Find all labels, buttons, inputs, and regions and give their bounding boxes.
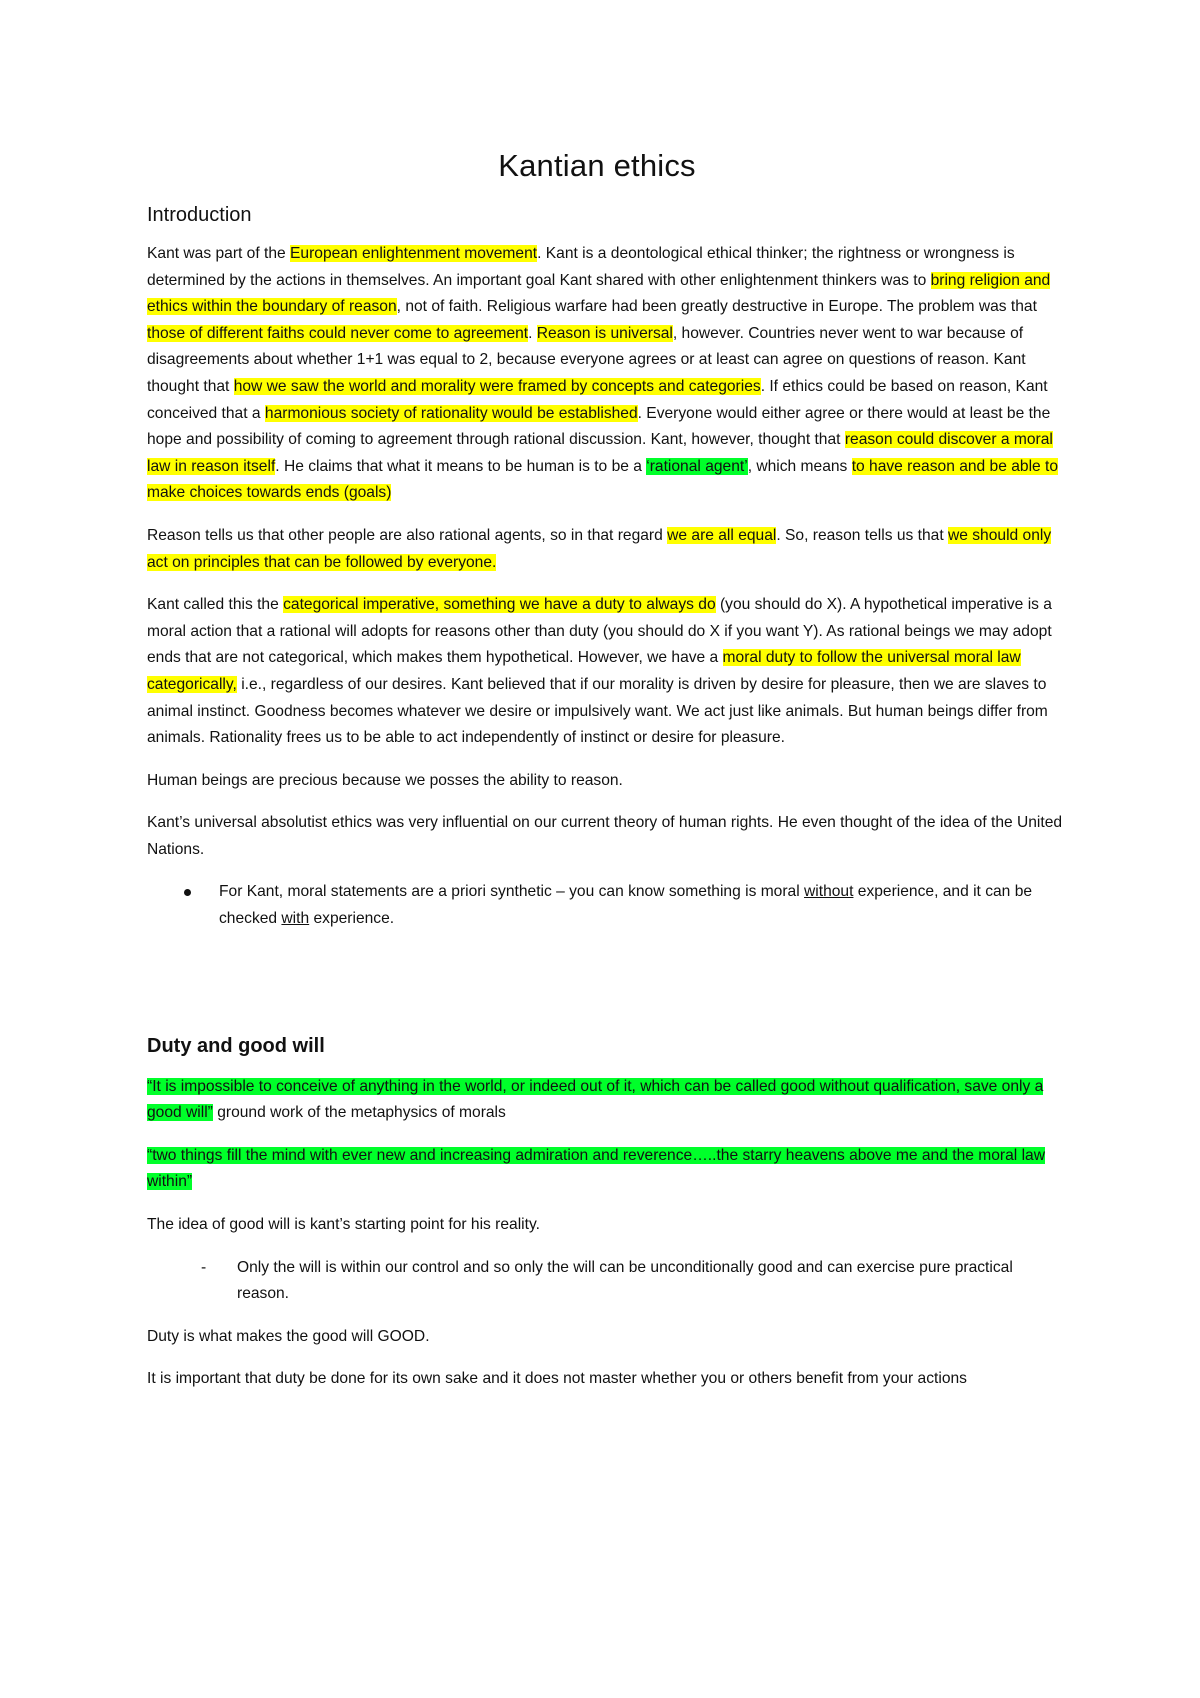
highlighted-text: moral duty to follow the universal moral law categorically, [147, 649, 1021, 693]
page-title: Kantian ethics [498, 148, 696, 183]
intro-paragraph-3 [147, 592, 1067, 752]
intro-paragraph-5: Kant’s universal absolutist ethics was very influential on our current theory of human rights. He even thought of the idea of the United Nations. [147, 814, 1063, 858]
intro-paragraph-1 [147, 241, 1067, 507]
highlighted-text: bring religion and ethics within the boundary of reason [147, 271, 1051, 316]
text-run: . If ethics could be based on reason, Kant conceived that a [147, 377, 1048, 422]
quote-2: “two things fill the mind with ever new and increasing admiration and reverence…..the starry heavens above me and the moral law within” [147, 1146, 1045, 1191]
highlighted-text: ‘rational agent’ [646, 457, 748, 475]
text-run: , which means [747, 457, 852, 475]
list-item [147, 1255, 1067, 1308]
section-spacer [147, 949, 1067, 1035]
text-run: experience, and it can be checked [219, 883, 1033, 928]
highlighted-text: to have reason and be able to make choices towards ends (goals) [147, 457, 1059, 502]
highlighted-text: those of different faiths could never come to agreement [147, 324, 529, 342]
text-run: Kant called this the [147, 596, 284, 614]
highlighted-text: we are all equal [667, 526, 777, 544]
highlighted-text: harmonious society of rationality would be established [264, 404, 638, 422]
quote-paragraph-1 [147, 1074, 1067, 1127]
highlighted-text: how we saw the world and morality were framed by concepts and categories [233, 377, 761, 395]
text-run: , however. Countries never went to war because of disagreements about whether 1+1 was equal to 2, because everyone agrees or at least can agree on questions of reason. Kant thought that [147, 324, 1026, 395]
bullet-text [219, 883, 1032, 927]
text-run: For Kant, moral statements are a priori synthetic – you can know something is moral [219, 883, 805, 901]
intro-paragraph-2 [147, 523, 1067, 576]
dash-text: Only the will is within our control and so only the will can be unconditionally good and can exercise pure practical reason. [237, 1258, 1013, 1303]
duty-heading: Duty and good will [147, 1034, 325, 1057]
dash-icon: - [201, 1258, 207, 1276]
text-run: Kant was part of the [147, 245, 291, 262]
underlined-text: without [804, 883, 854, 901]
highlighted-text: reason could discover a moral law in reason itself [147, 431, 1053, 475]
list-item [147, 879, 1067, 932]
highlighted-text: we should only act on principles that can be followed by everyone. [147, 526, 1052, 571]
quote-paragraph-2 [147, 1143, 1067, 1196]
duty-paragraph-2: Duty is what makes the good will GOOD. [147, 1327, 430, 1345]
highlighted-text: European enlightenment movement [290, 245, 538, 262]
text-run: Reason tells us that other people are also rational agents, so in that regard [147, 526, 668, 544]
quote-1-source: ground work of the metaphysics of morals [212, 1104, 506, 1122]
duty-paragraph-3: It is important that duty be done for its own sake and it does not master whether you or others benefit from your actions [147, 1370, 967, 1388]
bullet-icon [184, 889, 191, 896]
text-run: i.e., regardless of our desires. Kant believed that if our morality is driven by desire for pleasure, then we are slaves to animal instinct. Goodness becomes whatever we desire or impulsively want. We act just like animals. But human beings differ from animals. Rationality frees us to be able to act independently of instinct or desire for pleasure. [147, 675, 1048, 747]
intro-paragraph-4: Human beings are precious because we posses the ability to reason. [147, 771, 623, 789]
document-page [147, 148, 1067, 1409]
text-run: . Everyone would either agree or there would at least be the hope and possibility of coming to agreement through rational discussion. Kant, however, thought that [147, 404, 1051, 449]
underlined-text: with [281, 910, 310, 928]
text-run: experience. [309, 910, 395, 928]
text-run: , not of faith. Religious warfare had been greatly destructive in Europe. The problem was that [396, 298, 1037, 316]
dash-list [147, 1255, 1067, 1308]
quote-1: “It is impossible to conceive of anything in the world, or indeed out of it, which can be called good without qualification, save only a good will” [147, 1077, 1044, 1122]
bullet-list [147, 879, 1067, 932]
text-run: . He claims that what it means to be human is to be a [275, 457, 647, 475]
text-run: . [528, 324, 537, 342]
text-run: (you should do X). A hypothetical imperative is a moral action that a rational will adopts for reasons other than duty (you should do X if you want Y). As rational beings we may adopt ends that are not categorical, which makes them hypothetical. However, we have a [147, 596, 1052, 667]
highlighted-text: categorical imperative, something we have a duty to always do [283, 596, 716, 614]
duty-paragraph-1: The idea of good will is kant’s starting point for his reality. [147, 1216, 540, 1234]
introduction-heading: Introduction [147, 204, 252, 226]
text-run: . Kant is a deontological ethical thinker; the rightness or wrongness is determined by the actions in themselves. An important goal Kant shared with other enlightenment thinkers was to [147, 245, 1015, 289]
text-run: . So, reason tells us that [776, 526, 948, 544]
highlighted-text: Reason is universal [536, 324, 673, 342]
